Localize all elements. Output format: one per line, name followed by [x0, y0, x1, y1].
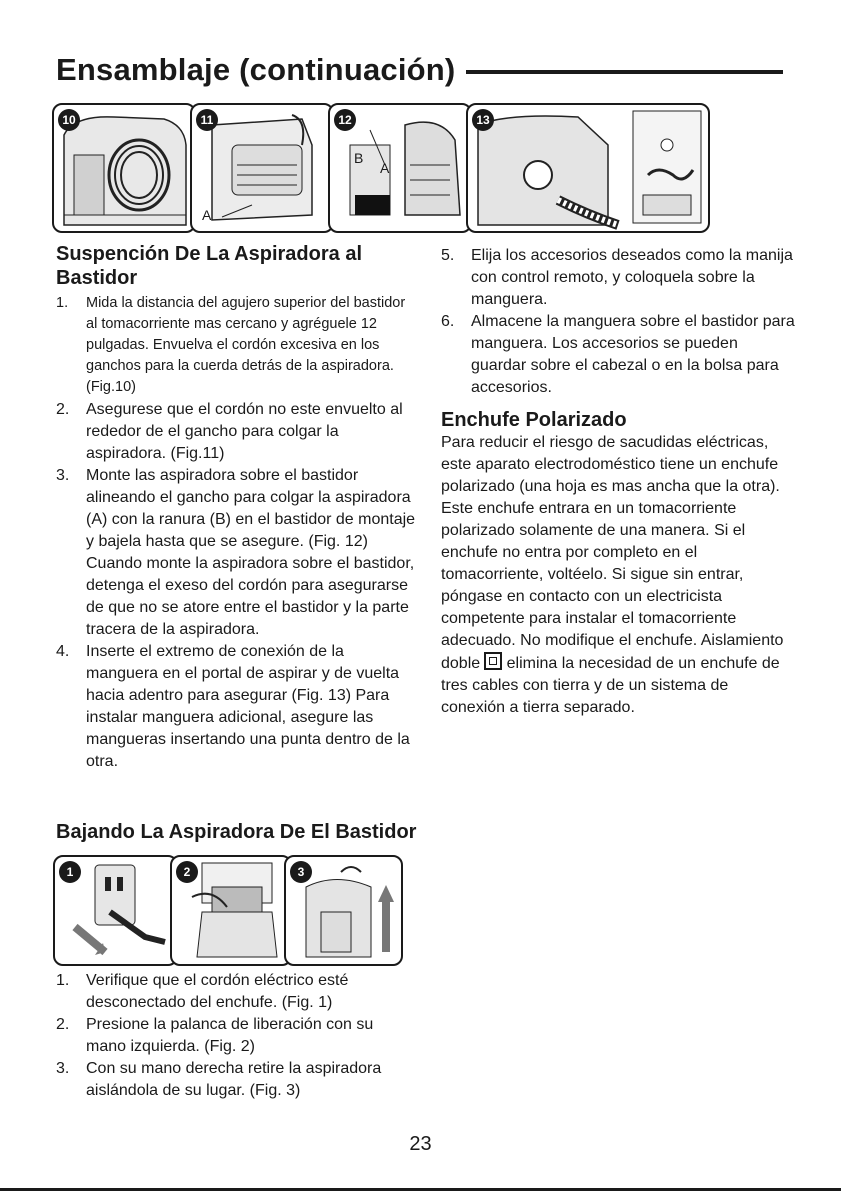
section-heading-suspension: Suspención De La Aspiradora al Bastidor — [56, 243, 363, 289]
suspension-steps-right — [441, 245, 796, 399]
list-number: 2. — [56, 1016, 70, 1033]
list-item — [56, 1014, 416, 1058]
paragraph — [441, 432, 793, 719]
list-item — [56, 293, 416, 398]
figure-badge: 13 — [472, 109, 494, 131]
list-item — [56, 465, 416, 641]
figure-3 — [284, 855, 403, 966]
figure-13 — [466, 103, 710, 233]
list-text: Elija los accesorios deseados como la manija con control remoto, y coloquela sobre la manguera. — [471, 247, 793, 308]
list-item — [441, 311, 796, 399]
list-number: 1. — [56, 295, 69, 311]
figure-badge: 2 — [176, 861, 198, 883]
list-item — [56, 970, 416, 1014]
figure-10 — [52, 103, 196, 233]
list-text: Inserte el extremo de conexión de la manguera en el portal de aspirar y de vuelta hacia adentro para asegurar (Fig. 13) Para instalar manguera adicional, asegure las mangueras insertando una punta dentro de la otra. — [86, 643, 410, 770]
list-text: Almacene la manguera sobre el bastidor para manguera. Los accesorios se pueden guardar sobre el cabezal o en la bolsa para accesorios. — [471, 313, 795, 396]
lowering-steps — [56, 970, 416, 1102]
list-text: Con su mano derecha retire la aspiradora aislándola de su lugar. (Fig. 3) — [86, 1060, 382, 1099]
title-rule — [466, 70, 783, 74]
list-text: Presione la palanca de liberación con su mano izquierda. (Fig. 2) — [86, 1016, 374, 1055]
list-item — [56, 641, 416, 773]
list-text: Monte las aspiradora sobre el bastidor alineando el gancho para colgar la aspiradora (A) con la ranura (B) en el bastidor de montaje y bajela hasta que se asegure. (Fig. 12) Cuando monte la aspiradora sobre el bastidor, detenga el exeso del cordón para asegurarse de que no se atore entre el bastidor y la parte tracera de la aspiradora. — [86, 467, 416, 638]
list-item — [56, 399, 416, 465]
list-number: 5. — [441, 247, 455, 264]
page-number: 23 — [409, 1133, 432, 1155]
figure-badge: 3 — [290, 861, 312, 883]
figure-11 — [190, 103, 334, 233]
list-text: Asegurese que el cordón no este envuelto al rededor de el gancho para colgar la aspiradora. (Fig.11) — [86, 401, 403, 462]
list-text: Mida la distancia del agujero superior del bastidor al tomacorriente mas cercano y agréguele 12 pulgadas. Envuelva el cordón excesiva en los ganchos para la cuerda detrás de la aspiradora. (Fig.10) — [86, 295, 406, 395]
list-item — [441, 245, 796, 311]
section-heading-polarized-plug: Enchufe Polarizado — [441, 409, 627, 431]
figure-badge: 1 — [59, 861, 81, 883]
list-number: 3. — [56, 1060, 70, 1077]
paragraph-text: Para reducir el riesgo de sacudidas eléctricas, este aparato electrodoméstico tiene un enchufe polarizado (una hoja es mas ancha que la otra). Este enchufe entrara en un tomacorriente polarizado solamente de una manera. Si el enchufe no entra por completo en el tomacorriente, voltéelo. Si sigue sin entrar, póngase en contacto con un electricista competente para instalar el tomacorriente adecuado. No modifique el enchufe. Aislamiento doble — [441, 434, 784, 672]
figure-1 — [53, 855, 178, 966]
figure-2 — [170, 855, 292, 966]
double-insulation-icon — [484, 652, 502, 670]
list-number: 4. — [56, 643, 70, 660]
paragraph-text-continued: elimina la necesidad de un enchufe de tres cables con tierra y de un sistema de conexión a tierra separado. — [441, 655, 780, 716]
suspension-steps-left — [56, 293, 416, 773]
list-number: 1. — [56, 972, 70, 989]
figure-badge: 10 — [58, 109, 80, 131]
hose-connection-illustration — [468, 105, 708, 231]
section-heading-lowering: Bajando La Aspiradora De El Bastidor — [56, 821, 417, 843]
label-a: A — [380, 160, 390, 176]
list-number: 2. — [56, 401, 70, 418]
list-number: 3. — [56, 467, 70, 484]
label-b: B — [354, 150, 364, 166]
page-title: Ensamblaje (continuación) — [56, 52, 456, 87]
list-item — [56, 1058, 416, 1102]
list-number: 6. — [441, 313, 455, 330]
figure-12 — [328, 103, 472, 233]
list-text: Verifique que el cordón eléctrico esté desconectado del enchufe. (Fig. 1) — [86, 972, 349, 1011]
label-a: A — [202, 207, 212, 223]
polarized-plug-text — [441, 432, 793, 719]
figure-badge: 12 — [334, 109, 356, 131]
figure-badge: 11 — [196, 109, 218, 131]
